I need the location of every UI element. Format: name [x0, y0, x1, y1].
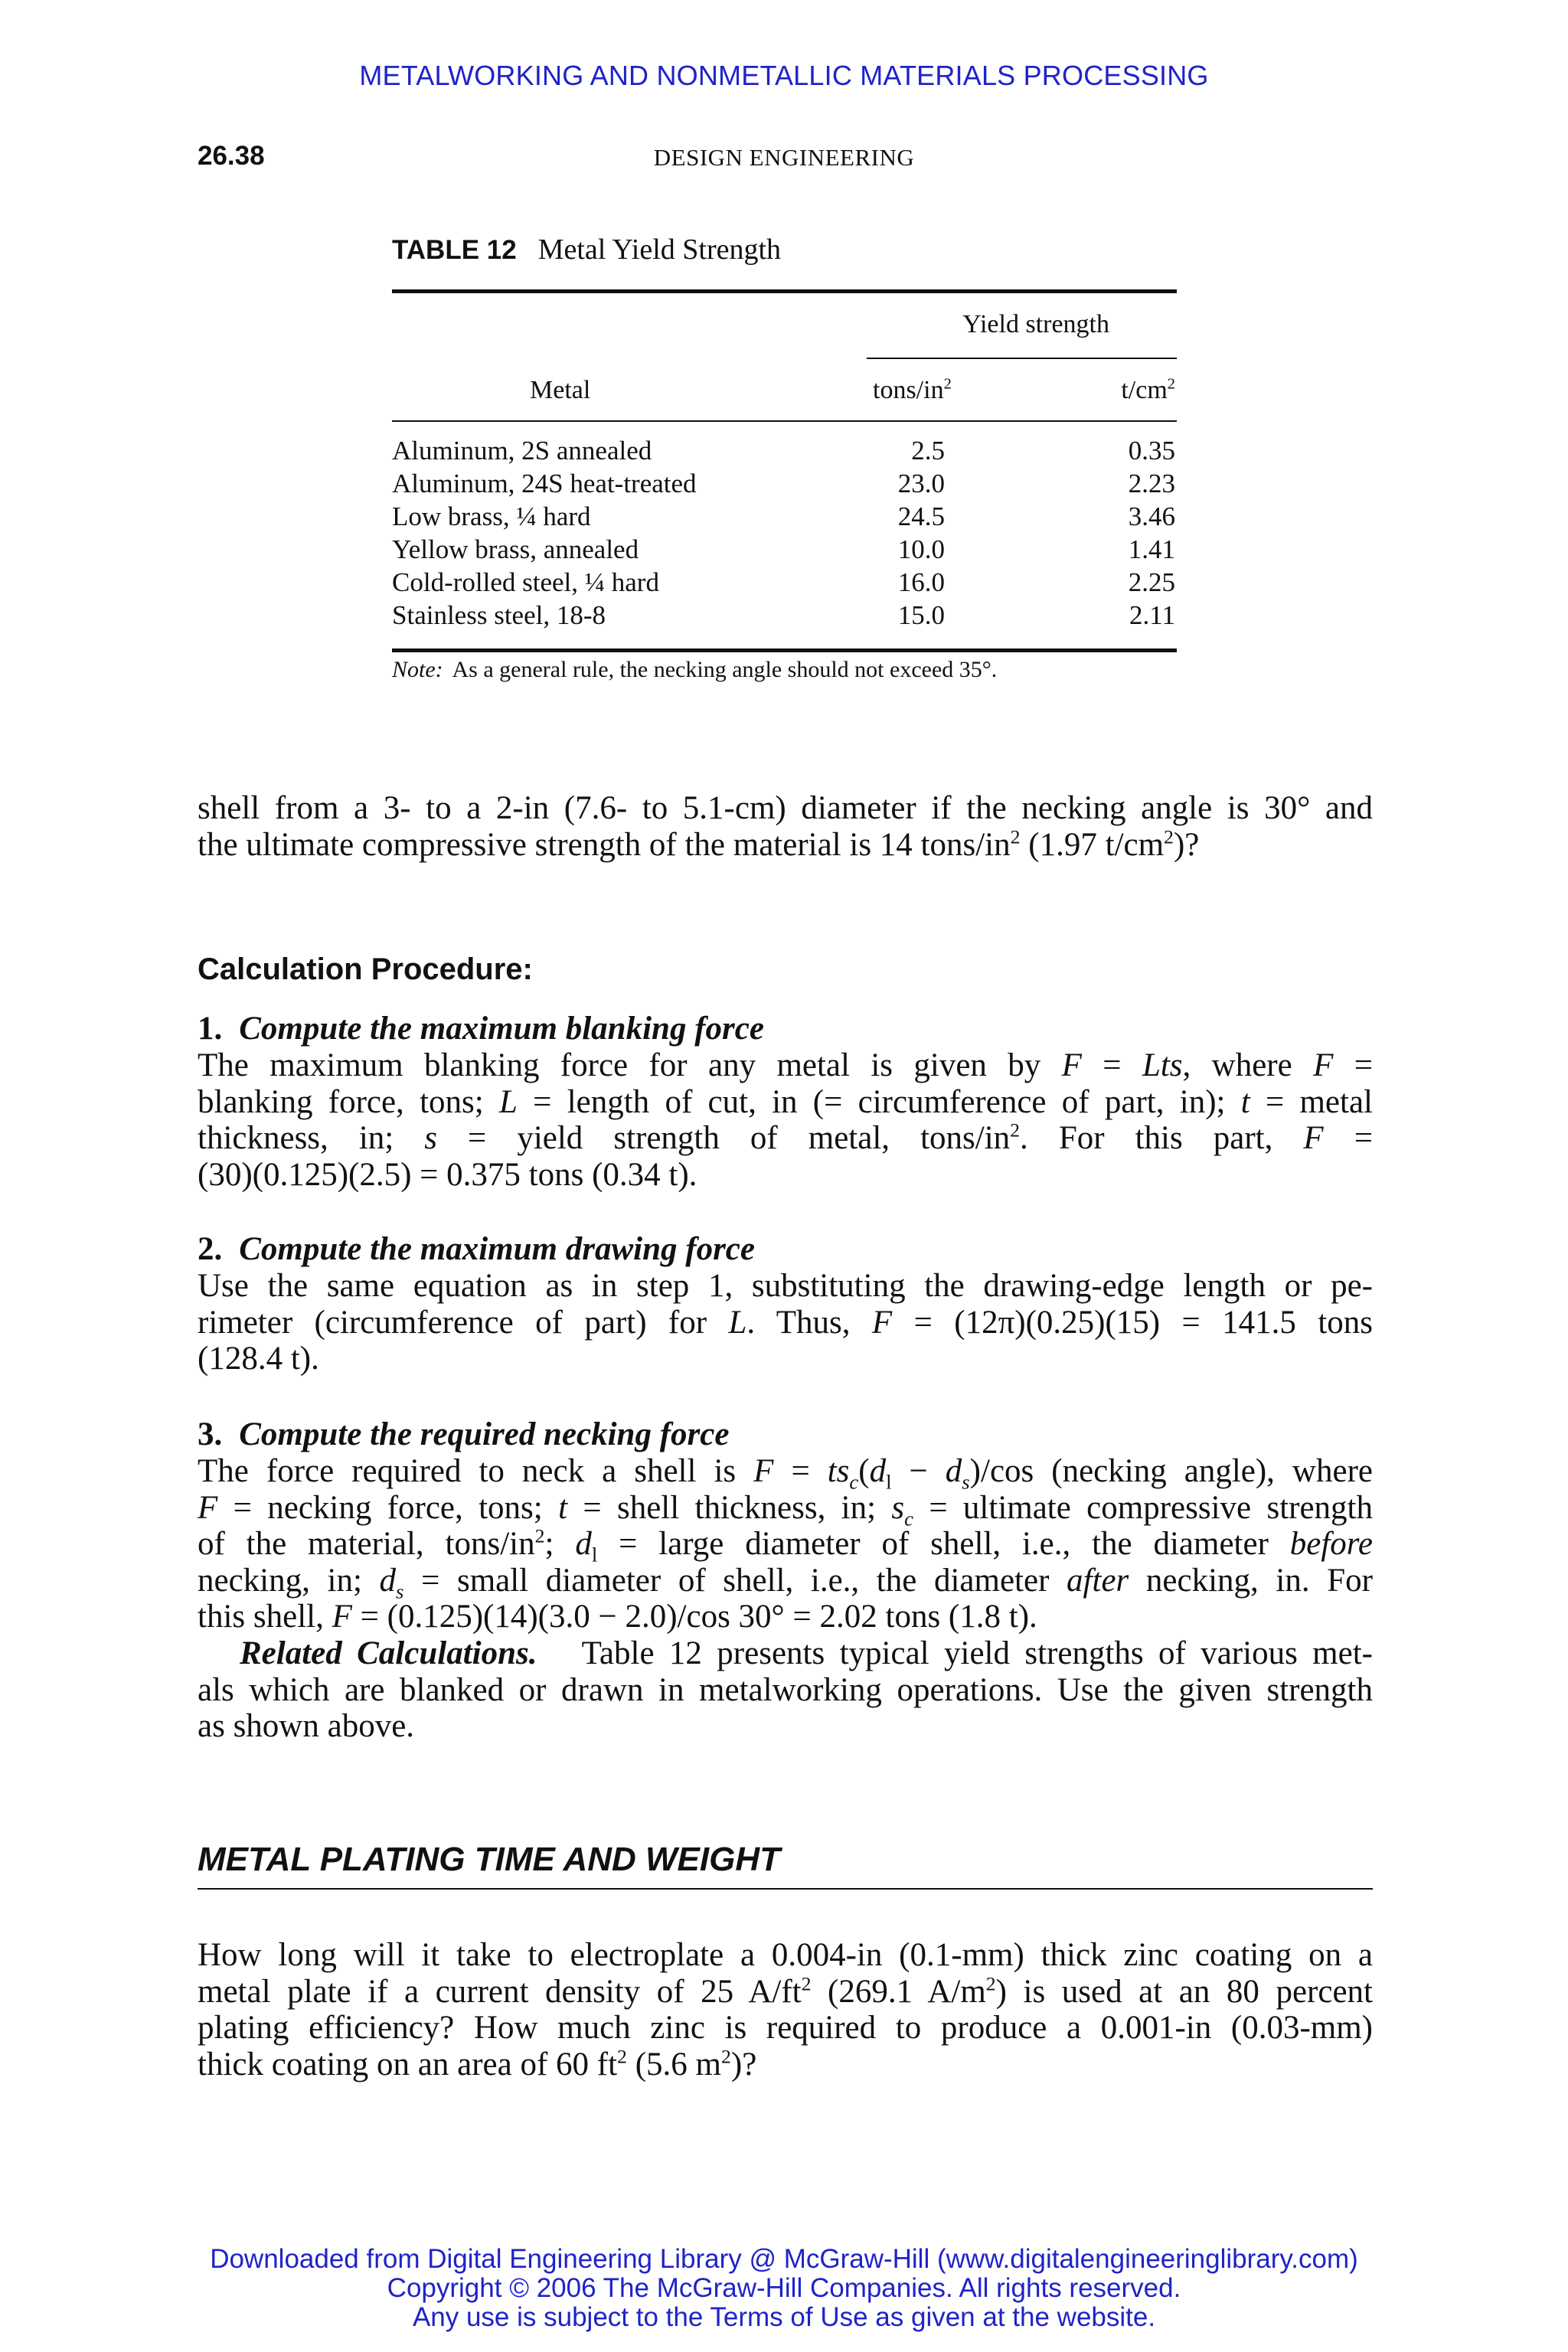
source-banner: METALWORKING AND NONMETALLIC MATERIALS PROCESSING [359, 60, 1209, 91]
table-title: Metal Yield Strength [537, 234, 782, 266]
step-3-heading: 3. Compute the required necking force [198, 1416, 730, 1452]
table-label: TABLE 12 [392, 235, 517, 265]
cell-t-cm2: 0.35 [1128, 436, 1175, 466]
table-row [392, 567, 1177, 600]
related-calculations-paragraph: Related Calculations. Table 12 presents typical yield strengths of various met- [240, 1635, 1373, 1671]
page-number: 26.38 [198, 141, 265, 171]
yield-strength-table [392, 289, 1177, 652]
footer-download-line: Downloaded from Digital Engineering Library @ McGraw-Hill (www.digitalengineeringlibrary.com) [210, 2244, 1358, 2274]
section-title: METAL PLATING TIME AND WEIGHT [198, 1841, 780, 1878]
table-column-headers [392, 359, 1177, 420]
table-group-header [392, 293, 1177, 359]
calculation-procedure-heading: Calculation Procedure: [198, 952, 533, 986]
cell-metal: Low brass, ¼ hard [392, 501, 591, 531]
cell-metal: Yellow brass, annealed [392, 534, 639, 564]
cell-t-cm2: 2.25 [1128, 567, 1175, 597]
step-1-paragraph: The maximum blanking force for any metal is given by F = Lts, where F = blanking force, tons; L = length of cut, in (= circumference of part, in); t = metal thickness, in; s = yield strength of metal, tons/$in^2$. For this part, F = (30)(0.125)(2.5) = 0.375 tons (0.34 t). [198, 1047, 1373, 1193]
table-row [392, 600, 1177, 633]
cell-t-cm2: 1.41 [1128, 534, 1175, 564]
step-2-heading: 2. Compute the maximum drawing force [198, 1231, 755, 1267]
step-1-heading: 1. Compute the maximum blanking force [198, 1011, 764, 1047]
plating-problem-paragraph: How long will it take to electroplate a 0.004-in (0.1-mm) thick zinc coating on a metal plate if a current density of 25 $A/ft^2$ (269.1 $A/m^2$) is used at an 80 percent plating efficiency? How much zinc is required to produce a 0.001-in (0.03-mm) thick coating on an area of 60 $ft^2$ (5.6 $m^2$)? [198, 1937, 1373, 2082]
column-header-t-cm2: $t/cm^2$ [1121, 375, 1175, 404]
cell-tons-in2: 16.0 [897, 567, 945, 597]
step-3-paragraph: The force required to neck a shell is $F = ts_c(d_l - d_s)/\cos$ (necking angle), where F = necking force, tons; t = shell thickness, in; $s_c$ = ultimate compressive strength of the material, tons/$in^2$; $d_l$ = large diameter of shell, i.e., the diameter before necking, in; $d_s$ = small diameter of shell, i.e., the diameter after necking, in. For this shell, F = (0.125)(14)(3.0 − 2.0)/cos 30° = 2.02 tons (1.8 t). [198, 1453, 1374, 1635]
cell-tons-in2: 15.0 [897, 600, 945, 630]
column-header-tons-in2: tons/$in^2$ [873, 375, 952, 404]
cell-t-cm2: 2.23 [1128, 469, 1175, 498]
table-note [392, 657, 997, 683]
table-row [392, 436, 1177, 469]
table-row [392, 469, 1177, 501]
cell-tons-in2: 2.5 [911, 436, 945, 466]
intro-paragraph: shell from a 3- to a 2-in (7.6- to 5.1-cm) diameter if the necking angle is 30° and the ultimate compressive strength of the material is 14 tons/$in^2$ (1.97 $t/cm^2$)? [198, 790, 1373, 863]
table-row [392, 534, 1177, 567]
table-caption [392, 233, 781, 266]
note-label: Note: [392, 657, 443, 682]
copyright-footer [0, 2245, 1568, 2332]
running-title: DESIGN ENGINEERING [653, 144, 915, 171]
note-text: As a general rule, the necking angle should not exceed 35°. [452, 657, 998, 682]
column-header-metal: Metal [530, 376, 591, 404]
cell-tons-in2: 10.0 [897, 534, 945, 564]
group-header-yield-strength: Yield strength [962, 310, 1109, 338]
table-body [392, 422, 1177, 648]
cell-metal: Aluminum, 24S heat-treated [392, 469, 697, 498]
table-row [392, 501, 1177, 534]
footer-copyright-line: Copyright © 2006 The McGraw-Hill Companies. All rights reserved. [387, 2273, 1181, 2303]
section-rule [198, 1888, 1373, 1890]
cell-t-cm2: 3.46 [1128, 501, 1175, 531]
related-calculations-continued: als which are blanked or drawn in metalworking operations. Use the given strength as shown above. [198, 1671, 1373, 1744]
footer-terms-line: Any use is subject to the Terms of Use as given at the website. [412, 2302, 1156, 2332]
table-bottom-rule [392, 648, 1177, 652]
cell-tons-in2: 23.0 [897, 469, 945, 498]
cell-tons-in2: 24.5 [897, 501, 945, 531]
cell-metal: Cold-rolled steel, ¼ hard [392, 567, 659, 597]
cell-metal: Stainless steel, 18-8 [392, 600, 606, 630]
cell-metal: Aluminum, 2S annealed [392, 436, 652, 466]
cell-t-cm2: 2.11 [1129, 600, 1175, 630]
step-2-paragraph: Use the same equation as in step 1, substituting the drawing-edge length or pe- rimeter (circumference of part) for L. Thus, F = (12π)(0.25)(15) = 141.5 tons (128.4 t). [198, 1268, 1374, 1377]
